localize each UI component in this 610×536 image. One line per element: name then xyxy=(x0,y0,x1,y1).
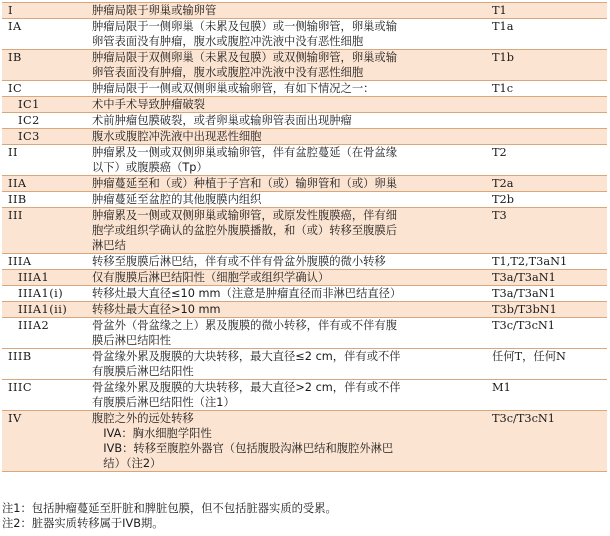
description-cell xyxy=(86,97,486,113)
description-line: 转移灶最大直径≤10 mm（注意是肿瘤直径而非淋巴结直径） xyxy=(92,287,402,300)
stage-cell: IIB xyxy=(2,192,86,208)
tnm-cell: T1c xyxy=(486,81,607,97)
description-line: 胞学或组织学确认的盆腔外腹膜播散，和（或）转移至腹膜后 xyxy=(92,224,398,237)
stage-cell: IIIA2 xyxy=(2,318,86,349)
stage-cell: I xyxy=(2,3,86,19)
description-line: 骨盆缘外累及腹膜的大块转移，最大直径≤2 cm，伴有或不伴 xyxy=(92,350,401,363)
staging-table-body xyxy=(2,3,607,472)
tnm-cell: T1,T2,T3aN1 xyxy=(486,254,607,270)
table-row xyxy=(2,97,607,113)
tnm-cell xyxy=(486,129,607,145)
description-cell xyxy=(86,270,486,286)
stage-cell: IIIC xyxy=(2,380,86,411)
stage-cell: IIIA1(ii) xyxy=(2,302,86,318)
stage-cell: IIIB xyxy=(2,349,86,380)
staging-table xyxy=(2,2,607,472)
description-line: 仅有腹膜后淋巴结阳性（细胞学或组织学确认） xyxy=(92,271,330,284)
description-cell xyxy=(86,81,486,97)
description-cell xyxy=(86,302,486,318)
description-cell xyxy=(86,145,486,176)
description-line: 腹水或腹腔冲洗液中出现恶性细胞 xyxy=(92,130,262,143)
description-line: 骨盆缘外累及腹膜的大块转移，最大直径>2 cm，伴有或不伴 xyxy=(92,381,401,394)
table-row xyxy=(2,302,607,318)
table-row xyxy=(2,286,607,302)
description-line: 卵管表面没有肿瘤，腹水或腹腔冲洗液中没有恶性细胞 xyxy=(92,66,364,79)
description-line: 转移至腹膜后淋巴结，伴有或不伴有骨盆外腹膜的微小转移 xyxy=(92,255,386,268)
description-line: 肿瘤局限于卵巢或输卵管 xyxy=(92,4,217,17)
tnm-cell: T2b xyxy=(486,192,607,208)
tnm-cell: T1a xyxy=(486,19,607,50)
table-row xyxy=(2,349,607,380)
tnm-cell: T3a/T3aN1 xyxy=(486,286,607,302)
table-row xyxy=(2,81,607,97)
table-row xyxy=(2,19,607,50)
table-row xyxy=(2,176,607,192)
description-cell xyxy=(86,113,486,129)
tnm-cell: T3 xyxy=(486,208,607,254)
description-line: 肿瘤蔓延至盆腔的其他腹膜内组织 xyxy=(92,193,262,206)
stage-cell: IC1 xyxy=(2,97,86,113)
description-cell xyxy=(86,176,486,192)
tnm-cell: T1b xyxy=(486,50,607,81)
table-row xyxy=(2,208,607,254)
description-cell xyxy=(86,129,486,145)
stage-cell: IIIA1(i) xyxy=(2,286,86,302)
description-line: 术中手术导致肿瘤破裂 xyxy=(92,98,205,111)
description-cell xyxy=(86,318,486,349)
tnm-cell: T2a xyxy=(486,176,607,192)
tnm-cell: T2 xyxy=(486,145,607,176)
table-row xyxy=(2,3,607,19)
stage-cell: IA xyxy=(2,19,86,50)
stage-cell: IIIA xyxy=(2,254,86,270)
tnm-cell: T1 xyxy=(486,3,607,19)
table-row xyxy=(2,50,607,81)
description-line: 肿瘤局限于双侧卵巢（未累及包膜）或双侧输卵管，卵巢或输 xyxy=(92,51,398,64)
description-cell xyxy=(86,286,486,302)
description-cell xyxy=(86,254,486,270)
table-row xyxy=(2,145,607,176)
description-line: 骨盆外（骨盆缘之上）累及腹膜的微小转移，伴有或不伴有腹 xyxy=(92,319,398,332)
description-line: IVA：胸水细胞学阳性 xyxy=(92,427,212,440)
description-line: IVB：转移至腹腔外器官（包括腹股沟淋巴结和腹腔外淋巴 xyxy=(92,442,394,455)
description-line: 转移灶最大直径>10 mm xyxy=(92,303,221,316)
description-cell xyxy=(86,208,486,254)
stage-cell: IIA xyxy=(2,176,86,192)
table-row xyxy=(2,411,607,472)
description-line: 肿瘤局限于一侧或双侧卵巢或输卵管，有如下情况之一： xyxy=(92,82,375,95)
table-row xyxy=(2,380,607,411)
description-cell xyxy=(86,19,486,50)
stage-cell: III xyxy=(2,208,86,254)
stage-cell: IC2 xyxy=(2,113,86,129)
description-line: 卵管表面没有肿瘤，腹水或腹腔冲洗液中没有恶性细胞 xyxy=(92,35,364,48)
description-cell xyxy=(86,192,486,208)
tnm-cell: M1 xyxy=(486,380,607,411)
table-row xyxy=(2,254,607,270)
description-line: 有腹膜后淋巴结阳性 xyxy=(92,365,194,378)
table-row xyxy=(2,113,607,129)
description-line: 以下）或腹膜癌（Tp） xyxy=(92,161,208,174)
table-row xyxy=(2,129,607,145)
description-line: 淋巴结 xyxy=(92,239,126,252)
tnm-cell: 任何T，任何N xyxy=(486,349,607,380)
footnote-2: 注2：脏器实质转移属于IVB期。 xyxy=(2,517,164,530)
description-line: 肿瘤局限于一侧卵巢（未累及包膜）或一侧输卵管，卵巢或输 xyxy=(92,20,398,33)
tnm-cell: T3a/T3aN1 xyxy=(486,270,607,286)
stage-cell: II xyxy=(2,145,86,176)
description-cell xyxy=(86,349,486,380)
description-line: 肿瘤蔓延至和（或）种植于子宫和（或）输卵管和（或）卵巢 xyxy=(92,177,398,190)
stage-cell: IC xyxy=(2,81,86,97)
stage-cell: IB xyxy=(2,50,86,81)
description-line: 术前肿瘤包膜破裂，或者卵巢或输卵管表面出现肿瘤 xyxy=(92,114,352,127)
stage-cell: IV xyxy=(2,411,86,472)
tnm-cell: T3c/T3cN1 xyxy=(486,318,607,349)
footnotes xyxy=(2,501,607,531)
stage-cell: IC3 xyxy=(2,129,86,145)
description-line: 膜后淋巴结阳性 xyxy=(92,334,172,347)
footnote-1: 注1：包括肿瘤蔓延至肝脏和脾脏包膜，但不包括脏器实质的受累。 xyxy=(2,502,337,515)
table-row xyxy=(2,192,607,208)
description-cell xyxy=(86,3,486,19)
description-line: 有腹膜后淋巴结阳性（注1） xyxy=(92,396,235,409)
table-row xyxy=(2,270,607,286)
description-line: 肿瘤累及一侧或双侧卵巢或输卵管，或原发性腹膜癌，伴有细 xyxy=(92,209,398,222)
table-row xyxy=(2,318,607,349)
description-line: 肿瘤累及一侧或双侧卵巢或输卵管，伴有盆腔蔓延（在骨盆缘 xyxy=(92,146,398,159)
tnm-cell: T3b/T3bN1 xyxy=(486,302,607,318)
tnm-cell xyxy=(486,97,607,113)
stage-cell: IIIA1 xyxy=(2,270,86,286)
description-cell xyxy=(86,411,486,472)
description-line: 结）（注2） xyxy=(92,457,162,470)
description-cell xyxy=(86,50,486,81)
tnm-cell: T3c/T3cN1 xyxy=(486,411,607,472)
description-cell xyxy=(86,380,486,411)
tnm-cell xyxy=(486,113,607,129)
description-line: 腹腔之外的远处转移 xyxy=(92,412,194,425)
